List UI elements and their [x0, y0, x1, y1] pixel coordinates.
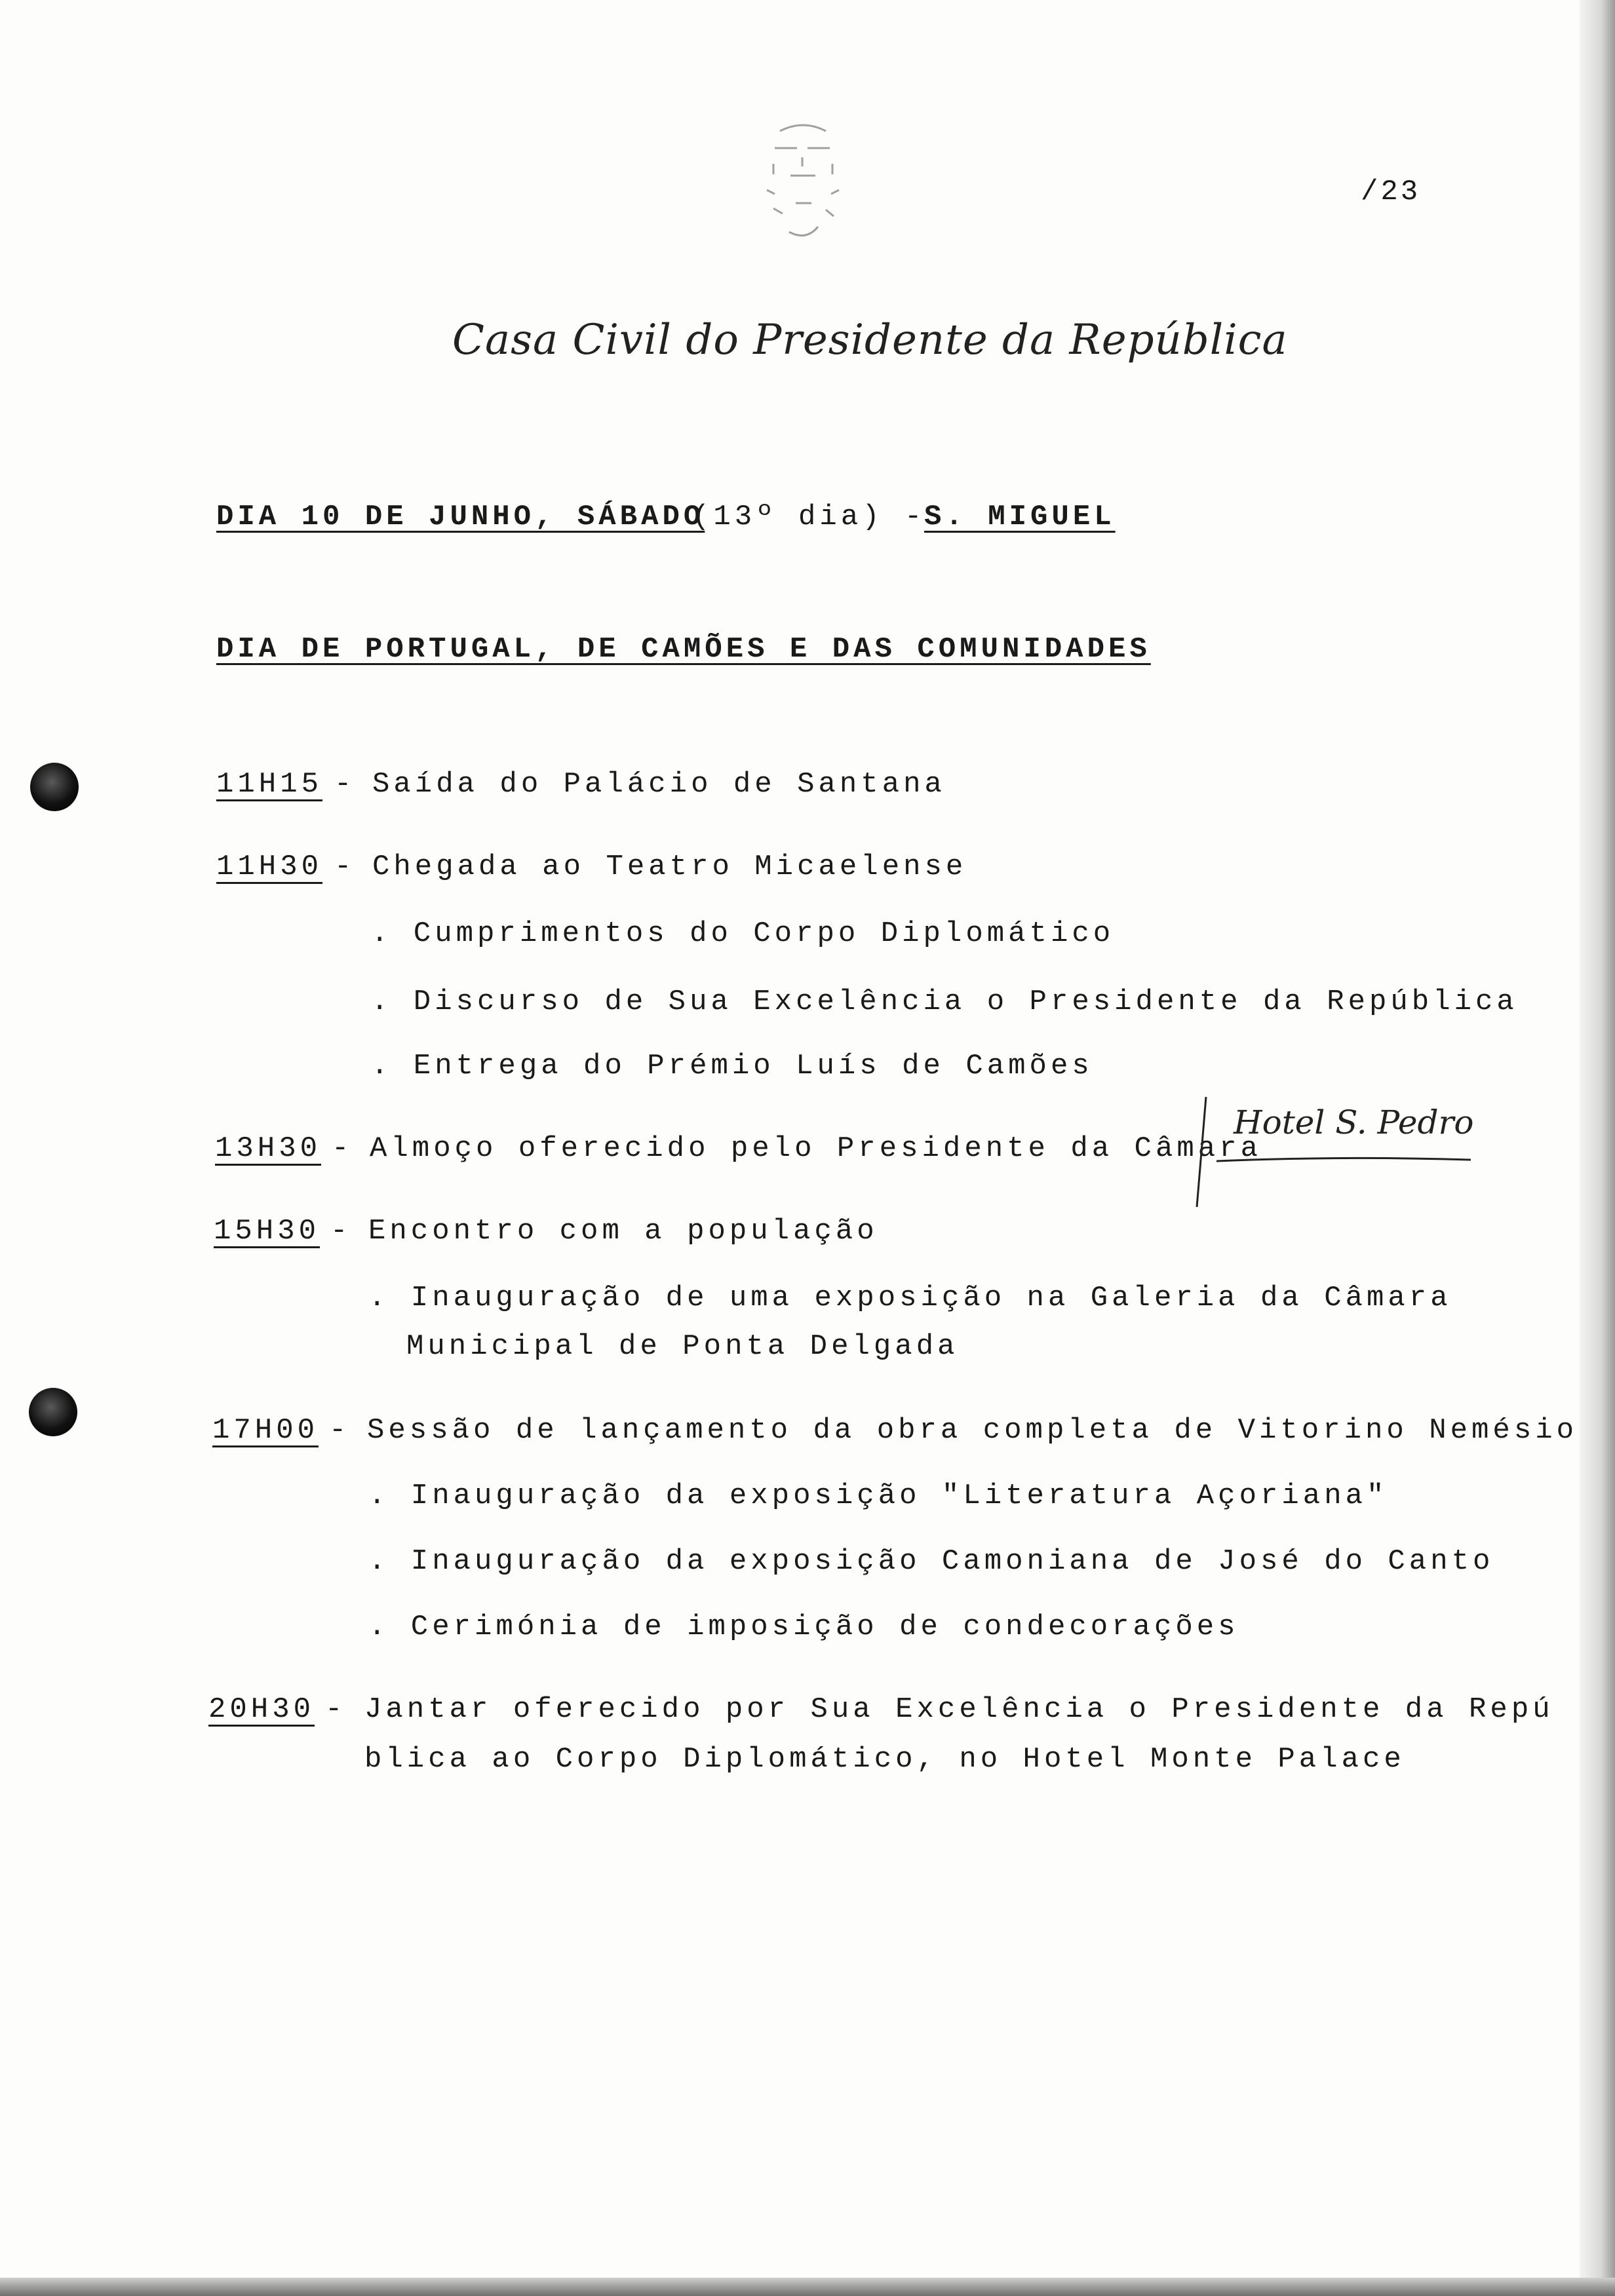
schedule-entry: Saída do Palácio de Santana [372, 768, 946, 801]
schedule-entry: Almoço oferecido pelo Presidente da Câmara [370, 1132, 1262, 1165]
schedule-dash: - [332, 1132, 349, 1165]
schedule-subitem: . Discurso de Sua Excelência o Presidente da República [371, 985, 1518, 1018]
punch-hole-icon [29, 1388, 77, 1436]
heading-location: S. MIGUEL [924, 501, 1116, 533]
schedule-subitem: . Cumprimentos do Corpo Diplomático [371, 917, 1115, 950]
heading-subtitle: DIA DE PORTUGAL, DE CAMÕES E DAS COMUNIDADES [216, 633, 1151, 666]
letterhead [452, 294, 1288, 379]
scan-edge-shadow [1580, 0, 1615, 2296]
schedule-time: 17H00 [212, 1414, 319, 1447]
schedule-time: 13H30 [215, 1132, 322, 1165]
schedule-subitem: . Inauguração da exposição Camoniana de José do Canto [368, 1545, 1494, 1578]
schedule-dash: - [334, 851, 352, 883]
schedule-entry: Chegada ao Teatro Micaelense [372, 851, 967, 883]
handwritten-note-text: Hotel S. Pedro [1234, 1103, 1474, 1141]
schedule-subitem-continued: Municipal de Ponta Delgada [406, 1330, 959, 1363]
schedule-subitem: . Inauguração da exposição "Literatura Açoriana" [368, 1480, 1388, 1512]
scan-bottom-edge [0, 2278, 1615, 2296]
schedule-dash: - [329, 1414, 347, 1447]
schedule-dash: - [325, 1693, 343, 1726]
schedule-time: 15H30 [214, 1215, 321, 1248]
schedule-entry-continued: blica ao Corpo Diplomático, no Hotel Monte Palace [364, 1743, 1405, 1776]
heading-day-count: (13º dia) - [692, 501, 926, 533]
schedule-entry: Jantar oferecido por Sua Excelência o Presidente da Repú [364, 1693, 1554, 1726]
letterhead-text: Casa Civil do Presidente da República [452, 316, 1288, 364]
schedule-time: 20H30 [208, 1693, 315, 1726]
schedule-time: 11H15 [216, 768, 323, 801]
schedule-time: 11H30 [216, 851, 323, 883]
schedule-subitem: . Entrega do Prémio Luís de Camões [371, 1050, 1093, 1082]
schedule-entry: Sessão de lançamento da obra completa de Vitorino Nemésio [367, 1414, 1578, 1447]
schedule-dash: - [330, 1215, 348, 1248]
punch-hole-icon [30, 763, 79, 811]
schedule-dash: - [334, 768, 352, 801]
crest-icon [734, 111, 872, 262]
schedule-subitem: . Cerimónia de imposição de condecorações [368, 1611, 1239, 1643]
schedule-subitem: . Inauguração de uma exposição na Galeria da Câmara [368, 1282, 1452, 1314]
heading-date: DIA 10 DE JUNHO, SÁBADO [216, 501, 705, 533]
page-number: /23 [1361, 176, 1421, 208]
schedule-entry: Encontro com a população [368, 1215, 878, 1248]
handwritten-note [1193, 1082, 1481, 1214]
